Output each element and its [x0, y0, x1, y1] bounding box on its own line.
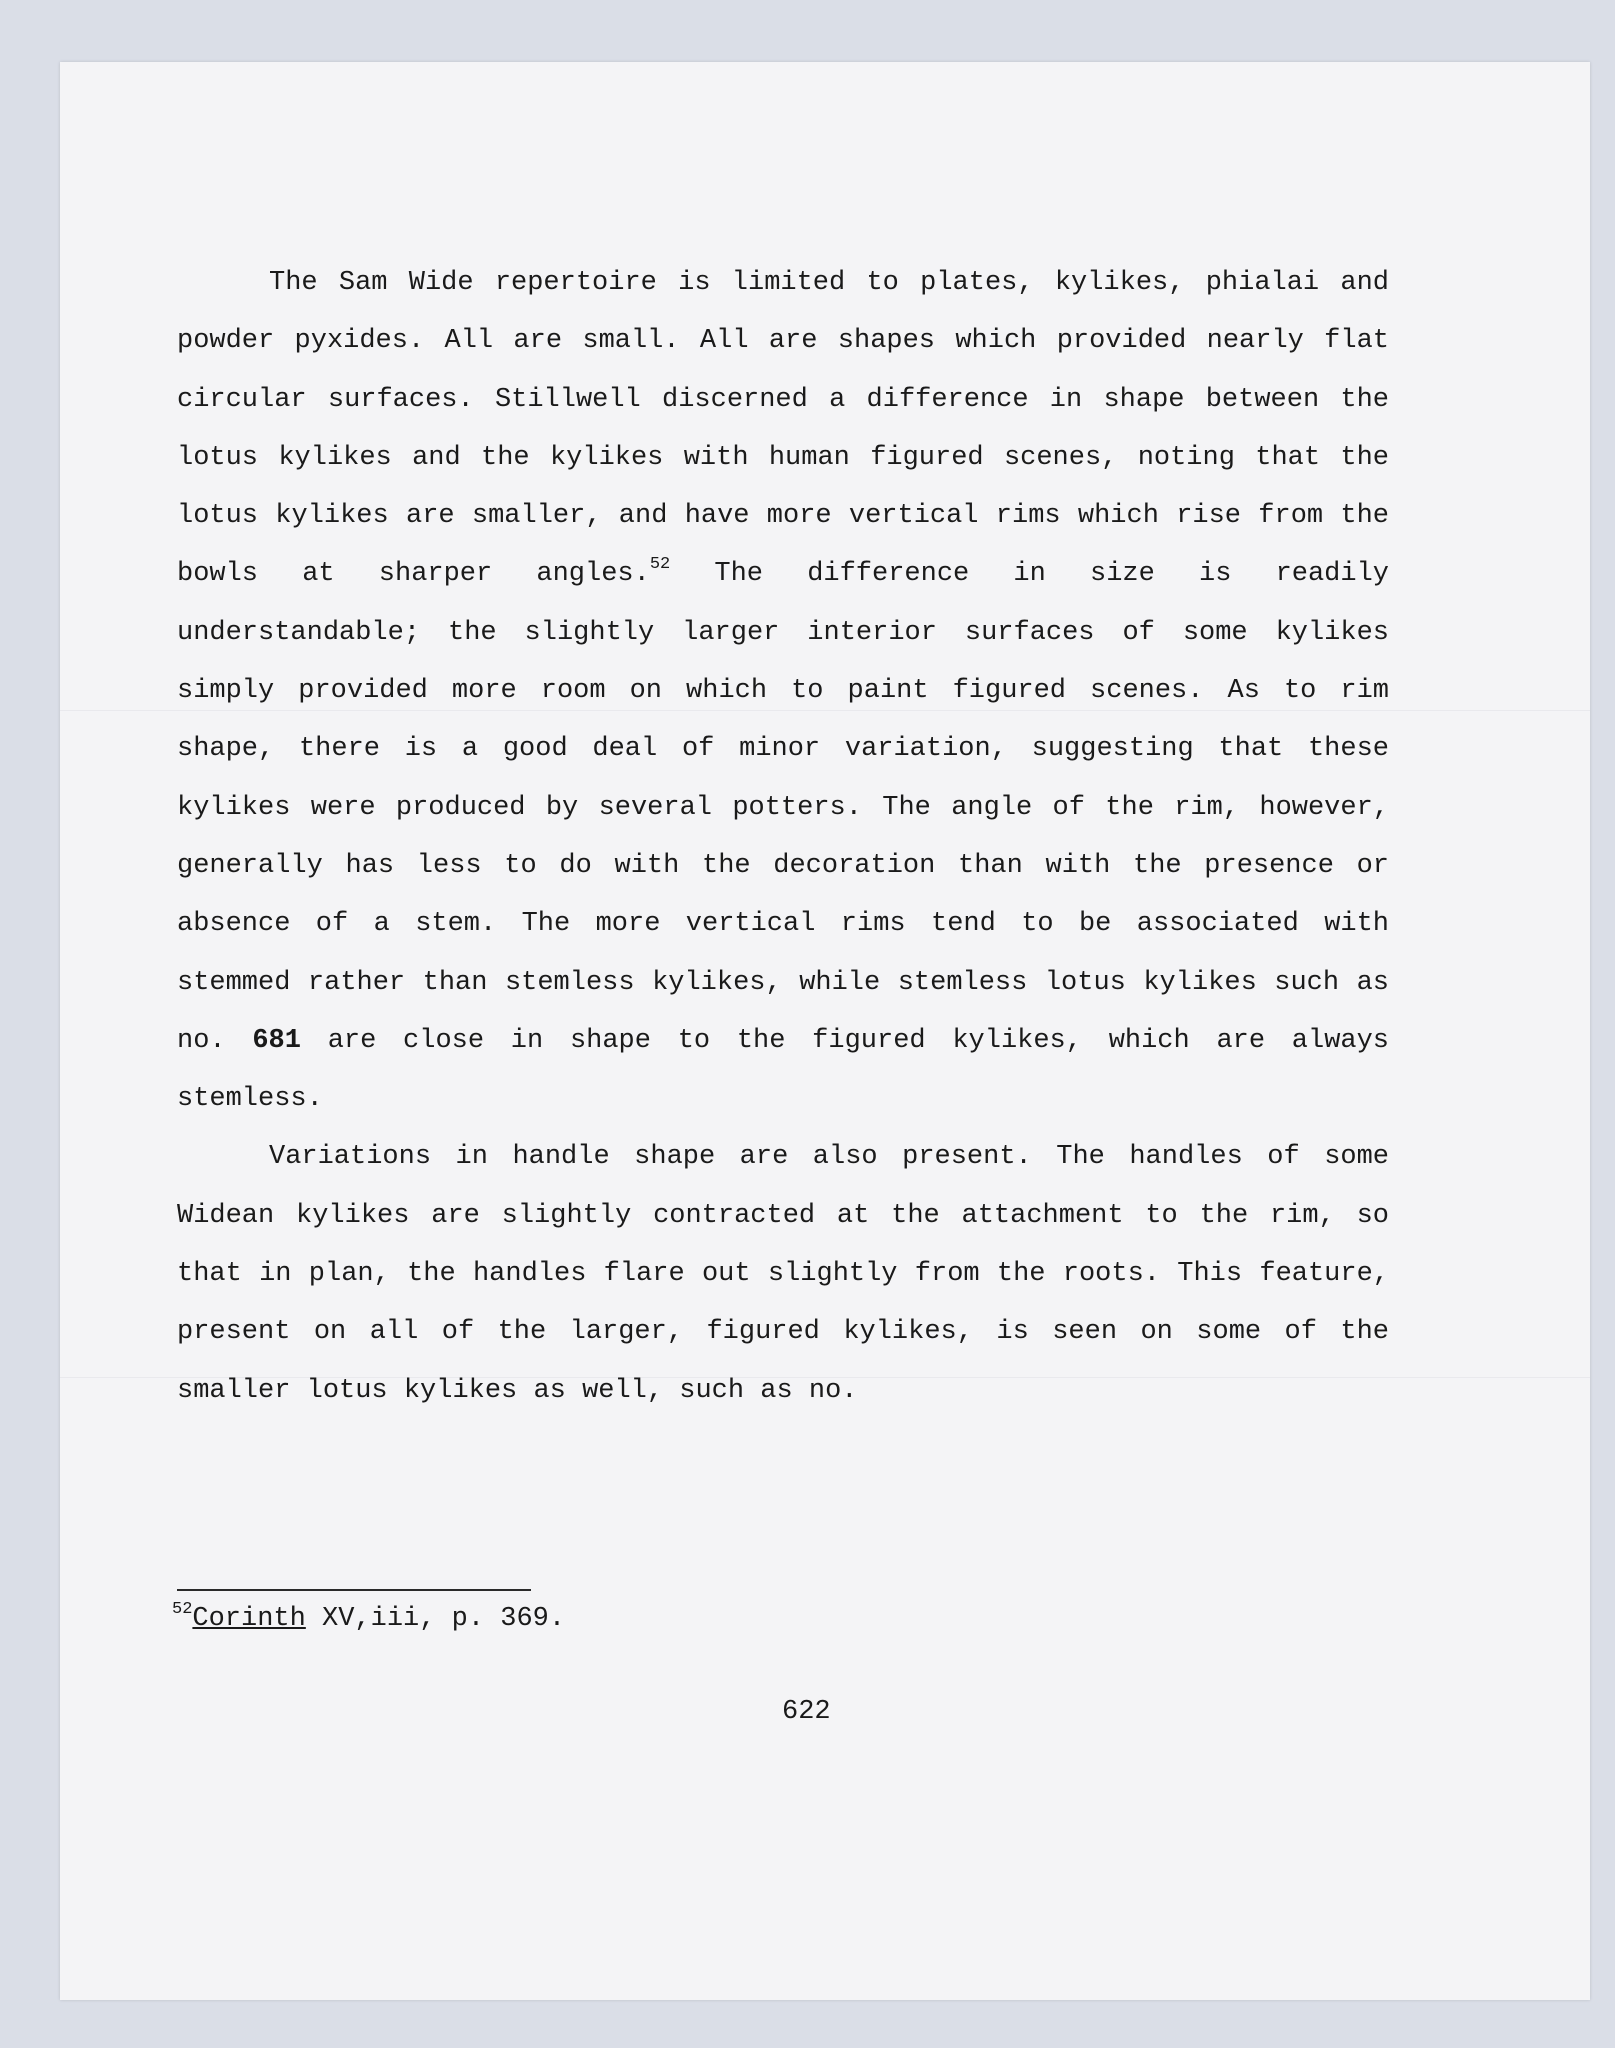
footnote-title: Corinth [192, 1604, 306, 1634]
paragraph-1-text-a: The Sam Wide repertoire is limited to plates, kylikes, phialai and powder pyxides. All are small. All are shapes which provided nearly flat circular surfaces. Stillwell discerned a difference in shape between the lotus kylikes and the kylikes with human figured scenes, noting that the lotus kylikes are smaller, and have more vertical rims which rise from the bowls at sharper angles. [177, 268, 1389, 590]
footnote-citation: XV,iii, p. 369. [305, 1604, 566, 1634]
paragraph-1 [177, 254, 1389, 1128]
paragraph-1-text-b: The difference in size is readily understandable; the slightly larger interior surfaces of some kylikes simply provided more room on which to paint figured scenes. As to rim shape, there is a good deal of minor variation, suggesting that these kylikes were produced by several potters. The angle of the rim, however, generally has less to do with the decoration than with the presence or absence of a stem. The more vertical rims tend to be associated with stemmed rather than stemless kylikes, while stemless lotus kylikes such as no. [177, 559, 1389, 1056]
catalog-number: 681 [252, 1025, 301, 1056]
page-number: 622 [782, 1697, 831, 1727]
footnote-reference: 52 [649, 555, 671, 575]
main-text [177, 254, 1389, 1420]
footnote-divider [177, 1589, 531, 1591]
paragraph-2 [177, 1128, 1389, 1419]
paragraph-1-text-c: are close in shape to the figured kylikes, which are always stemless. [177, 1025, 1389, 1115]
paragraph-2-text: Variations in handle shape are also present. The handles of some Widean kylikes are slightly contracted at the attachment to the rim, so that in plan, the handles flare out slightly from the roots. This feature, present on all of the larger, figured kylikes, is seen on some of the smaller lotus kylikes as well, such as no. [177, 1142, 1389, 1406]
footnote-number: 52 [172, 1600, 193, 1619]
footnote [172, 1600, 566, 1634]
